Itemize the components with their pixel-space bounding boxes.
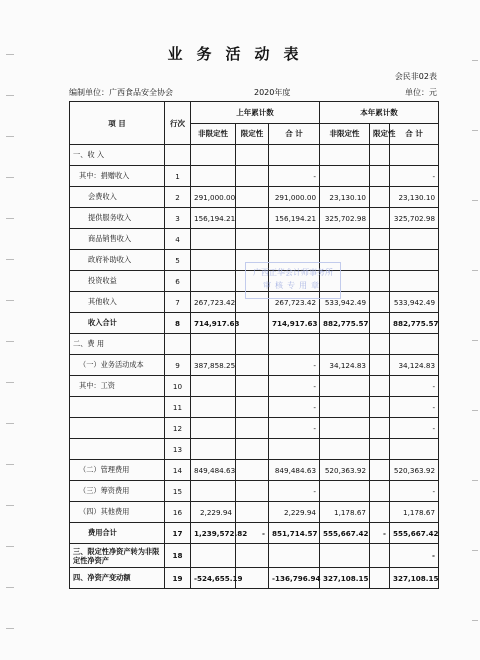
- amount-cell: -: [390, 544, 439, 568]
- amount-cell: 851,714.57: [269, 523, 320, 544]
- amount-cell: 156,194.21: [191, 208, 236, 229]
- amount-cell: 2,229.94: [191, 502, 236, 523]
- amount-cell: [236, 439, 269, 460]
- amount-cell: [390, 229, 439, 250]
- amount-cell: [370, 502, 390, 523]
- auditor-stamp: [245, 262, 341, 299]
- amount-cell: 327,108.15: [390, 568, 439, 589]
- amount-cell: [320, 481, 370, 502]
- table-row: [70, 481, 439, 502]
- amount-cell: 387,858.25: [191, 355, 236, 376]
- amount-cell: [191, 544, 236, 568]
- table-row: [70, 229, 439, 250]
- amount-cell: [191, 250, 236, 271]
- header-last-unrestricted: 非限定性: [191, 123, 236, 145]
- row-number: 10: [165, 376, 191, 397]
- row-number: 11: [165, 397, 191, 418]
- amount-cell: 520,363.92: [390, 460, 439, 481]
- row-number: 15: [165, 481, 191, 502]
- table-row: [70, 166, 439, 187]
- amount-cell: [191, 481, 236, 502]
- row-number: 8: [165, 313, 191, 334]
- amount-cell: [191, 145, 236, 166]
- table-row: [70, 523, 439, 544]
- amount-cell: [320, 166, 370, 187]
- amount-cell: 520,363.92: [320, 460, 370, 481]
- amount-cell: 882,775.57: [390, 313, 439, 334]
- amount-cell: [236, 397, 269, 418]
- amount-cell: -: [269, 397, 320, 418]
- amount-cell: [370, 355, 390, 376]
- table-row: [70, 439, 439, 460]
- header-this-year: 本年累计数: [320, 102, 439, 124]
- amount-cell: 714,917.63: [269, 313, 320, 334]
- amount-cell: 1,178.67: [390, 502, 439, 523]
- amount-cell: [236, 166, 269, 187]
- table-row: [70, 313, 439, 334]
- row-item-label: 其中：捐赠收入: [70, 166, 165, 187]
- row-item-label: 收入合计: [70, 313, 165, 334]
- amount-cell: [370, 208, 390, 229]
- amount-cell: [236, 544, 269, 568]
- table-row: [70, 334, 439, 355]
- amount-cell: 533,942.49: [390, 292, 439, 313]
- header-row-no: 行次: [165, 102, 191, 145]
- stamp-line-1: 广西正华会计师事务所: [253, 268, 333, 277]
- amount-cell: -: [390, 397, 439, 418]
- amount-cell: [191, 418, 236, 439]
- amount-cell: 1,178.67: [320, 502, 370, 523]
- amount-cell: [236, 187, 269, 208]
- row-item-label: 三、限定性净资产转为非限定性净资产: [70, 544, 165, 568]
- header-this-total: 合 计: [390, 123, 439, 145]
- amount-cell: [370, 229, 390, 250]
- header-this-unrestricted: 非限定性: [320, 123, 370, 145]
- table-row: [70, 460, 439, 481]
- amount-cell: [370, 568, 390, 589]
- amount-cell: -: [390, 376, 439, 397]
- form-number: 会民非02表: [394, 72, 437, 81]
- row-item-label: （一）业务活动成本: [70, 355, 165, 376]
- row-item-label: （三）筹资费用: [70, 481, 165, 502]
- header-last-total: 合 计: [269, 123, 320, 145]
- amount-cell: [236, 313, 269, 334]
- row-number: 14: [165, 460, 191, 481]
- row-item-label: 其中：工资: [70, 376, 165, 397]
- amount-cell: 714,917.63: [191, 313, 236, 334]
- table-row: [70, 544, 439, 568]
- amount-cell: [320, 145, 370, 166]
- amount-cell: -: [269, 481, 320, 502]
- amount-cell: [191, 229, 236, 250]
- amount-cell: 23,130.10: [390, 187, 439, 208]
- row-item-label: 商品销售收入: [70, 229, 165, 250]
- amount-cell: 325,702.98: [390, 208, 439, 229]
- amount-cell: 34,124.83: [320, 355, 370, 376]
- amount-cell: [236, 145, 269, 166]
- row-item-label: [70, 418, 165, 439]
- row-number: 1: [165, 166, 191, 187]
- row-item-label: [70, 439, 165, 460]
- row-number: 3: [165, 208, 191, 229]
- row-item-label: 会费收入: [70, 187, 165, 208]
- amount-cell: [236, 334, 269, 355]
- amount-cell: [236, 460, 269, 481]
- header-this-restricted: 限定性: [370, 123, 390, 145]
- amount-cell: [191, 166, 236, 187]
- right-margin-marks: [460, 0, 480, 660]
- table-row: [70, 502, 439, 523]
- amount-cell: [370, 481, 390, 502]
- amount-cell: 291,000.00: [191, 187, 236, 208]
- row-number: 19: [165, 568, 191, 589]
- amount-cell: -136,796.94: [269, 568, 320, 589]
- left-margin-marks: [0, 0, 20, 660]
- amount-cell: [370, 145, 390, 166]
- activity-statement-table: [69, 101, 439, 589]
- row-item-label: （二）管理费用: [70, 460, 165, 481]
- row-item-label: [70, 397, 165, 418]
- amount-cell: 34,124.83: [390, 355, 439, 376]
- amount-cell: [370, 544, 390, 568]
- amount-cell: [390, 334, 439, 355]
- row-item-label: 投资收益: [70, 271, 165, 292]
- row-number: 13: [165, 439, 191, 460]
- table-row: [70, 145, 439, 166]
- table-body: [70, 145, 439, 589]
- amount-cell: 267,723.42: [191, 292, 236, 313]
- row-item-label: 四、净资产变动额: [70, 568, 165, 589]
- amount-cell: [236, 502, 269, 523]
- row-item-label: （四）其他费用: [70, 502, 165, 523]
- amount-cell: [370, 376, 390, 397]
- table-row: [70, 568, 439, 589]
- amount-cell: [269, 439, 320, 460]
- amount-cell: 291,000.00: [269, 187, 320, 208]
- row-item-label: 一、收 入: [70, 145, 165, 166]
- row-number: 9: [165, 355, 191, 376]
- amount-cell: [191, 271, 236, 292]
- row-number: [165, 334, 191, 355]
- amount-cell: [390, 271, 439, 292]
- amount-cell: [370, 292, 390, 313]
- amount-cell: [370, 439, 390, 460]
- organization-name: 编制单位：广西食品安全协会: [69, 88, 173, 97]
- amount-cell: [269, 334, 320, 355]
- row-number: 18: [165, 544, 191, 568]
- row-number: 6: [165, 271, 191, 292]
- row-item-label: 二、费 用: [70, 334, 165, 355]
- amount-cell: [390, 439, 439, 460]
- amount-cell: 555,667.42: [390, 523, 439, 544]
- amount-cell: [370, 313, 390, 334]
- amount-cell: -: [390, 481, 439, 502]
- amount-cell: [320, 334, 370, 355]
- amount-cell: 327,108.15: [320, 568, 370, 589]
- amount-cell: [320, 544, 370, 568]
- row-number: 12: [165, 418, 191, 439]
- amount-cell: 156,194.21: [269, 208, 320, 229]
- amount-cell: [370, 460, 390, 481]
- row-number: 16: [165, 502, 191, 523]
- amount-cell: [236, 355, 269, 376]
- row-item-label: 费用合计: [70, 523, 165, 544]
- amount-cell: -: [269, 355, 320, 376]
- table-row: [70, 355, 439, 376]
- table-row: [70, 376, 439, 397]
- amount-cell: 849,484.63: [191, 460, 236, 481]
- table-row: [70, 397, 439, 418]
- amount-cell: [320, 439, 370, 460]
- header-item: 项 目: [70, 102, 165, 145]
- amount-cell: 23,130.10: [320, 187, 370, 208]
- amount-cell: 2,229.94: [269, 502, 320, 523]
- row-number: 4: [165, 229, 191, 250]
- table-row: [70, 208, 439, 229]
- amount-cell: [390, 250, 439, 271]
- header-last-restricted: 限定性: [236, 123, 269, 145]
- document-title: 业务活动表: [167, 45, 313, 63]
- amount-cell: [370, 166, 390, 187]
- amount-cell: [320, 229, 370, 250]
- amount-cell: [269, 544, 320, 568]
- amount-cell: [269, 229, 320, 250]
- amount-cell: [320, 397, 370, 418]
- amount-cell: [269, 145, 320, 166]
- table-row: [70, 418, 439, 439]
- row-item-label: 提供服务收入: [70, 208, 165, 229]
- row-item-label: 政府补助收入: [70, 250, 165, 271]
- row-number: 17: [165, 523, 191, 544]
- row-number: [165, 145, 191, 166]
- amount-cell: [370, 250, 390, 271]
- amount-cell: [370, 418, 390, 439]
- header-last-year: 上年累计数: [191, 102, 320, 124]
- amount-cell: [320, 376, 370, 397]
- amount-cell: [320, 418, 370, 439]
- amount-cell: [370, 397, 390, 418]
- amount-cell: 325,702.98: [320, 208, 370, 229]
- amount-cell: [191, 376, 236, 397]
- amount-cell: -524,655.19: [191, 568, 236, 589]
- amount-cell: [191, 334, 236, 355]
- table-row: [70, 187, 439, 208]
- amount-cell: [370, 271, 390, 292]
- amount-cell: -: [236, 523, 269, 544]
- amount-cell: 267,723.42: [269, 292, 320, 313]
- amount-cell: [370, 334, 390, 355]
- amount-cell: -: [269, 418, 320, 439]
- amount-cell: -: [269, 376, 320, 397]
- fiscal-year: 2020年度: [254, 88, 291, 97]
- amount-cell: [390, 145, 439, 166]
- amount-cell: [370, 187, 390, 208]
- amount-cell: 555,667.42: [320, 523, 370, 544]
- amount-cell: 533,942.49: [320, 292, 370, 313]
- amount-cell: 882,775.57: [320, 313, 370, 334]
- amount-cell: [191, 439, 236, 460]
- amount-cell: -: [390, 166, 439, 187]
- amount-cell: [236, 229, 269, 250]
- amount-cell: 849,484.63: [269, 460, 320, 481]
- row-number: 7: [165, 292, 191, 313]
- amount-cell: -: [370, 523, 390, 544]
- row-number: 2: [165, 187, 191, 208]
- stamp-line-2: 审核专用章: [263, 281, 323, 290]
- row-number: 5: [165, 250, 191, 271]
- amount-cell: [236, 418, 269, 439]
- amount-cell: -: [390, 418, 439, 439]
- amount-cell: 1,239,572.82: [191, 523, 236, 544]
- amount-cell: [236, 376, 269, 397]
- amount-cell: -: [269, 166, 320, 187]
- amount-cell: [191, 397, 236, 418]
- row-item-label: 其他收入: [70, 292, 165, 313]
- amount-cell: [236, 481, 269, 502]
- amount-cell: [236, 208, 269, 229]
- currency-unit: 单位：元: [405, 88, 437, 97]
